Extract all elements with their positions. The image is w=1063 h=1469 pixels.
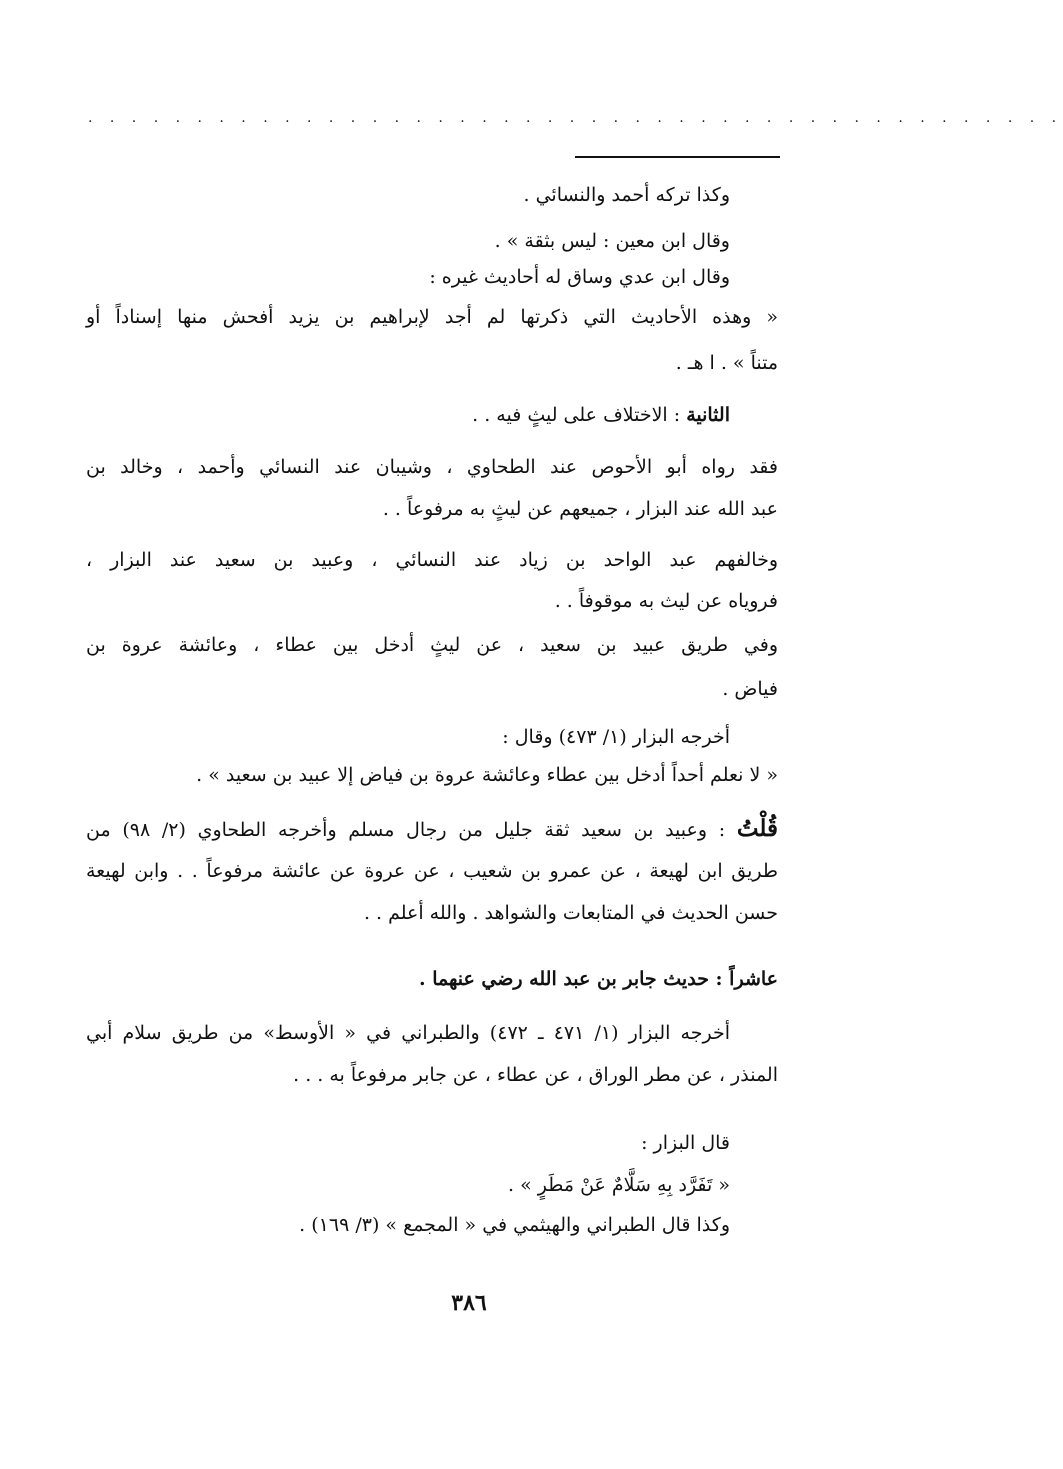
text-line-3: وقال ابن عدي وساق له أحاديث غيره : [429,266,730,288]
text-line-10: فروياه عن ليث به موقوفاً . . [554,590,778,612]
section-label-second: الثانية [686,404,730,426]
text-line-4: « وهذه الأحاديث التي ذكرتها لم أجد لإبراهيم بن يزيد أفحش منها إسناداً أو [86,306,778,328]
footnote-rule [575,156,780,158]
text-line-14: « لا نعلم أحداً أدخل بين عطاء وعائشة عروة بن فياض إلا عبيد بن سعيد » . [196,764,778,786]
text-line-9: وخالفهم عبد الواحد بن زياد عند النسائي ، وعبيد بن سعيد عند البزار ، [86,549,778,571]
text-line-1: وكذا تركه أحمد والنسائي . [523,184,730,206]
text-line-7: فقد رواه أبو الأحوص عند الطحاوي ، وشيبان عند النسائي وأحمد ، وخالد بن [86,456,778,478]
section-heading-tenth: عاشراً : حديث جابر بن عبد الله رضي عنهما . [418,968,778,990]
text-line-11: وفي طريق عبيد بن سعيد ، عن ليثٍ أدخل بين عطاء ، وعائشة عروة بن [86,634,778,656]
text-line-8: عبد الله عند البزار ، جميعهم عن ليثٍ به مرفوعاً . . [382,498,778,520]
section-second-text: : الاختلاف على ليثٍ فيه . . [472,404,681,426]
qultu-label: قُلْتُ [736,815,779,842]
text-line-22: « تَفَرَّد بِهِ سَلَّامٌ عَنْ مَطَرٍ » . [508,1174,730,1196]
text-line-17: حسن الحديث في المتابعات والشواهد . والله أعلم . . [363,902,778,924]
text-line-15 [86,814,778,844]
page-number: ٣٨٦ [451,1290,487,1316]
text-line-2: وقال ابن معين : ليس بثقة » . [494,230,730,252]
text-line-13: أخرجه البزار (١/ ٤٧٣) وقال : [502,726,730,748]
text-line-23: وكذا قال الطبراني والهيثمي في « المجمع » (٣/ ١٦٩) . [299,1214,730,1236]
text-line-6 [472,400,730,430]
header-dotted-line: . . . . . . . . . . . . . . . . . . . . . . . . . . . . . . . . . . . . . . . . . . . . . [88,110,1063,126]
text-line-20: المنذر ، عن مطر الوراق ، عن عطاء ، عن جابر مرفوعاً به . . . [293,1064,778,1086]
qultu-text: : وعبيد بن سعيد ثقة جليل من رجال مسلم وأخرجه الطحاوي (٢/ ٩٨) من [86,819,726,841]
text-line-12: فياض . [722,678,778,700]
text-line-19: أخرجه البزار (١/ ٤٧١ ـ ٤٧٢) والطبراني في « الأوسط» من طريق سلام أبي [86,1022,730,1044]
text-line-21: قال البزار : [641,1132,730,1154]
text-line-16: طريق ابن لهيعة ، عن عمرو بن شعيب ، عن عروة عن عائشة مرفوعاً . . وابن لهيعة [86,860,778,882]
text-line-5: متناً » . ا هـ . [675,352,778,374]
